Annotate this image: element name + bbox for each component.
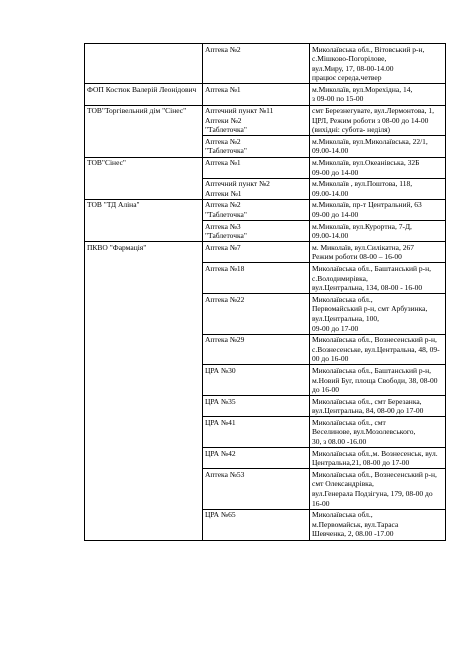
pharmacy-name-cell: Аптечний пункт №11 Аптеки №2 "Таблеточка" — [203, 105, 310, 136]
address-cell: Миколаївська обл., Вознесенський р-н, смт Олександрівка, вул.Генерала Подзігуна, 179, 08-00 до 16-00 — [310, 469, 446, 509]
address-cell: Миколаївська обл., Баштанський р-н, м.Новий Буг, площа Свободи, 38, 08-00 до 16-00 — [310, 365, 446, 396]
pharmacy-table — [84, 43, 446, 541]
address-cell: Миколаївська обл., м.Первомайськ, вул.Тараса Шевченка, 2, 08.00 -17.00 — [310, 509, 446, 540]
pharmacy-name-cell: Аптека №3 "Таблеточка" — [203, 221, 310, 242]
address-cell: Миколаївська обл., Баштанський р-н, с.Володимирівка, вул.Центральна, 134, 08-00 - 16-00 — [310, 263, 446, 294]
table-row — [85, 84, 446, 105]
pharmacy-name-cell: Аптека №29 — [203, 334, 310, 365]
address-cell: м.Миколаїв , вул.Поштова, 118, 09.00-14.00 — [310, 178, 446, 199]
table-row — [85, 105, 446, 136]
pharmacy-table-body — [85, 44, 446, 541]
address-cell: Миколаївська обл., Первомайський р-н, смт Арбузинка, вул.Центральна, 100, 09-00 до 17-00 — [310, 294, 446, 334]
pharmacy-name-cell: Аптека №53 — [203, 469, 310, 509]
organization-cell: ФОП Костюк Валерій Леонідович — [85, 84, 203, 105]
pharmacy-name-cell: Аптечний пункт №2 Аптеки №1 — [203, 178, 310, 199]
address-cell: м.Миколаїв, вул.Курортна, 7-Д, 09.00-14.00 — [310, 221, 446, 242]
address-cell: Миколаївська обл., Вознесенський р-н, с.Вознесенське, вул.Центральна, 48, 09-00 до 16-00 — [310, 334, 446, 365]
address-cell: м.Миколаїв, пр-т Центральний, 63 09-00 до 14-00 — [310, 199, 446, 220]
organization-cell: ТОВ"Сінес" — [85, 157, 203, 199]
pharmacy-name-cell: ЦРА №42 — [203, 448, 310, 469]
address-cell: Миколаївська обл.,м. Вознесенськ, вул. Центральна,21, 08-00 до 17-00 — [310, 448, 446, 469]
table-row — [85, 242, 446, 263]
pharmacy-name-cell: ЦРА №30 — [203, 365, 310, 396]
address-cell: м.Миколаїв, вул.Миколаївська, 22/1, 09.00-14.00 — [310, 136, 446, 157]
organization-cell — [85, 44, 203, 84]
organization-cell: ТОВ"Торгівельний дім "Сінес" — [85, 105, 203, 157]
address-cell: смт Березнегувате, вул.Лермонтова, 1, ЦРЛ, Режим роботи з 08-00 до 14-00 (вихідні: субота- неділя) — [310, 105, 446, 136]
pharmacy-name-cell: ЦРА №65 — [203, 509, 310, 540]
pharmacy-name-cell: Аптека №2 "Таблеточка" — [203, 136, 310, 157]
address-cell: м.Миколаїв, вул.Океанівська, 32Б 09-00 до 14-00 — [310, 157, 446, 178]
pharmacy-name-cell: ЦРА №41 — [203, 417, 310, 448]
pharmacy-name-cell: Аптека №7 — [203, 242, 310, 263]
pharmacy-name-cell: Аптека №2 "Таблеточка" — [203, 199, 310, 220]
address-cell: Миколаївська обл., Вітовський р-н, с.Мішково-Погорілове, вул.Миру, 17, 08-00-14.00 працює середа,четвер — [310, 44, 446, 84]
organization-cell: ПКВО "Фармація" — [85, 242, 203, 540]
table-row — [85, 44, 446, 84]
address-cell: м.Миколаїв, вул.Морехідна, 14, з 09-00 по 15-00 — [310, 84, 446, 105]
pharmacy-name-cell: ЦРА №35 — [203, 396, 310, 417]
table-row — [85, 199, 446, 220]
address-cell: Миколаївська обл., смт Березанка, вул.Центральна, 84, 08-00 до 17-00 — [310, 396, 446, 417]
address-cell: Миколаївська обл., смт Веселинове, вул.Мозолевського, 30, з 08.00 -16.00 — [310, 417, 446, 448]
address-cell: м. Миколаїв, вул.Силікатна, 267 Режим роботи 08-00 – 16-00 — [310, 242, 446, 263]
pharmacy-name-cell: Аптека №2 — [203, 44, 310, 84]
pharmacy-name-cell: Аптека №1 — [203, 157, 310, 178]
table-row — [85, 157, 446, 178]
pharmacy-name-cell: Аптека №1 — [203, 84, 310, 105]
organization-cell: ТОВ "ТД Аліна" — [85, 199, 203, 241]
pharmacy-name-cell: Аптека №18 — [203, 263, 310, 294]
pharmacy-name-cell: Аптека №22 — [203, 294, 310, 334]
